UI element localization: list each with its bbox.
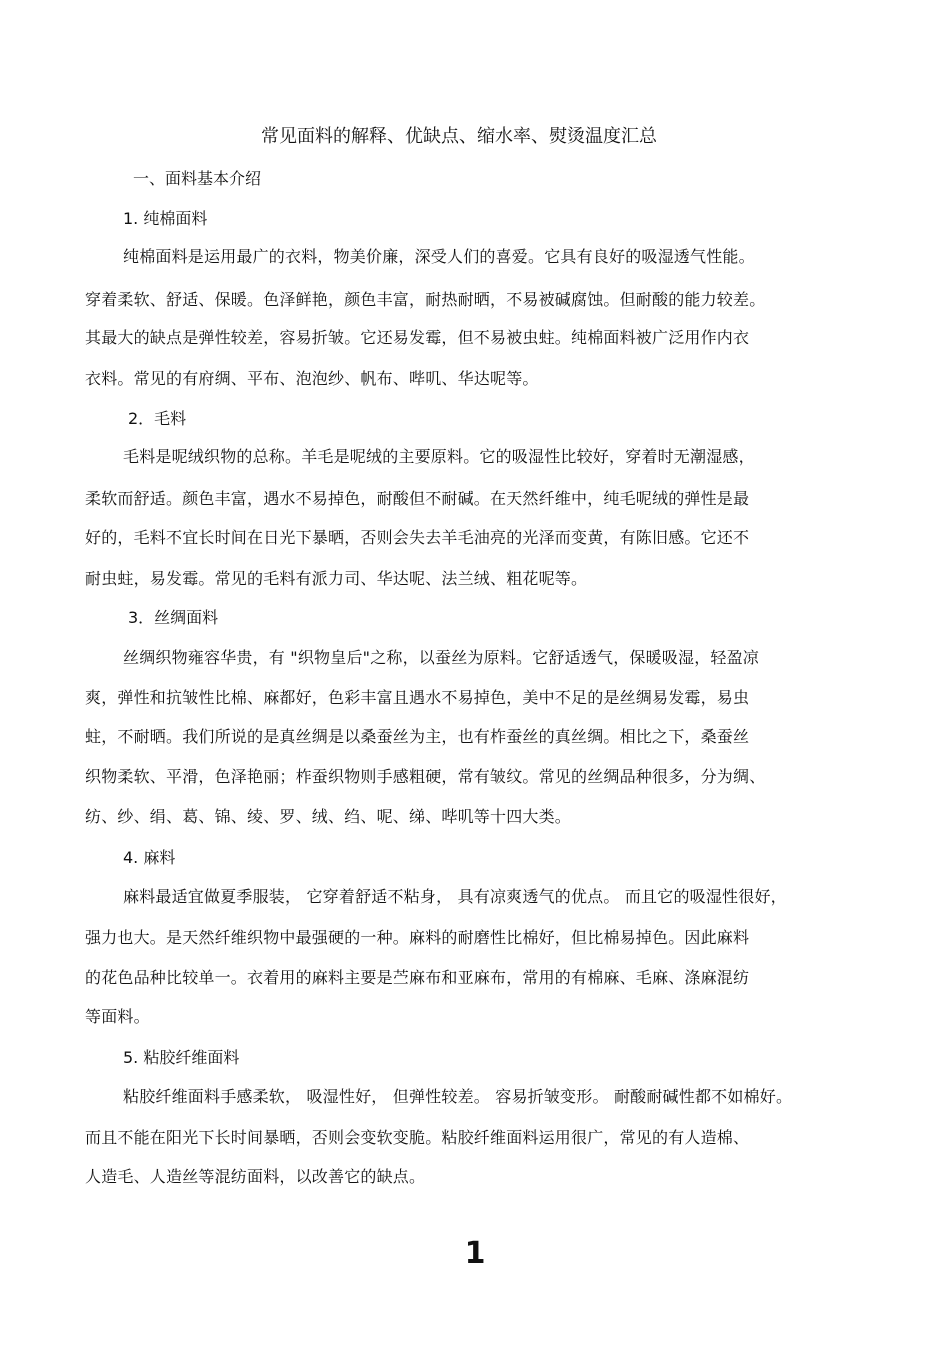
subsection-heading-cotton: 1. 纯棉面料: [123, 209, 208, 228]
paragraph-line: 人造毛、人造丝等混纺面料，以改善它的缺点。: [85, 1167, 426, 1186]
section-heading: 一、面料基本介绍: [133, 169, 262, 188]
subsection-heading-viscose: 5. 粘胶纤维面料: [123, 1048, 240, 1067]
paragraph-line: 其最大的缺点是弹性较差，容易折皱。它还易发霉，但不易被虫蛀。纯棉面料被广泛用作内衣: [85, 328, 750, 347]
paragraph-line: 麻料最适宜做夏季服装， 它穿着舒适不粘身， 具有凉爽透气的优点。 而且它的吸湿性很好，: [123, 887, 787, 906]
paragraph-line: 而且不能在阳光下长时间暴晒，否则会变软变脆。粘胶纤维面料运用很广，常见的有人造棉、: [85, 1128, 750, 1147]
page-number: 1: [464, 1236, 486, 1271]
paragraph-line: 强力也大。是天然纤维织物中最强硬的一种。麻料的耐磨性比棉好，但比棉易掉色。因此麻料: [85, 928, 750, 947]
paragraph-line: 耐虫蛀，易发霉。常见的毛料有派力司、华达呢、法兰绒、粗花呢等。: [85, 569, 588, 588]
subsection-heading-linen: 4. 麻料: [123, 848, 176, 867]
paragraph-line: 粘胶纤维面料手感柔软， 吸湿性好， 但弹性较差。 容易折皱变形。 耐酸耐碱性都不如棉好。: [123, 1087, 793, 1106]
paragraph-line: 蛀，不耐晒。我们所说的是真丝绸是以桑蚕丝为主，也有柞蚕丝的真丝绸。相比之下，桑蚕丝: [85, 727, 750, 746]
paragraph-line: 衣料。常见的有府绸、平布、泡泡纱、帆布、哔叽、华达呢等。: [85, 369, 539, 388]
paragraph-line: 纺、纱、绢、葛、锦、绫、罗、绒、绉、呢、绨、哔叽等十四大类。: [85, 807, 572, 826]
paragraph-line: 的花色品种比较单一。衣着用的麻料主要是苎麻布和亚麻布，常用的有棉麻、毛麻、涤麻混纺: [85, 968, 750, 987]
paragraph-line: 好的，毛料不宜长时间在日光下暴晒，否则会失去羊毛油亮的光泽而变黄，有陈旧感。它还不: [85, 528, 750, 547]
document-title: 常见面料的解释、优缺点、缩水率、熨烫温度汇总: [261, 126, 657, 147]
paragraph-line: 纯棉面料是运用最广的衣料，物美价廉，深受人们的喜爱。它具有良好的吸湿透气性能。: [123, 247, 755, 266]
paragraph-line: 柔软而舒适。颜色丰富，遇水不易掉色，耐酸但不耐碱。在天然纤维中，纯毛呢绒的弹性是最: [85, 489, 750, 508]
paragraph-line: 等面料。: [85, 1007, 150, 1026]
paragraph-line: 毛料是呢绒织物的总称。羊毛是呢绒的主要原料。它的吸湿性比较好，穿着时无潮湿感，: [123, 447, 755, 466]
paragraph-line: 织物柔软、平滑，色泽艳丽；柞蚕织物则手感粗硬，常有皱纹。常见的丝绸品种很多，分为绸、: [85, 767, 766, 786]
subsection-heading-wool: 2．毛料: [128, 409, 187, 428]
paragraph-line: 穿着柔软、舒适、保暖。色泽鲜艳，颜色丰富，耐热耐晒，不易被碱腐蚀。但耐酸的能力较差。: [85, 290, 766, 309]
subsection-heading-silk: 3．丝绸面料: [128, 608, 219, 627]
paragraph-line: 丝绸织物雍容华贵，有 "织物皇后"之称，以蚕丝为原料。它舒适透气，保暖吸湿，轻盈凉: [123, 648, 760, 667]
paragraph-line: 爽，弹性和抗皱性比棉、麻都好，色彩丰富且遇水不易掉色，美中不足的是丝绸易发霉，易虫: [85, 688, 750, 707]
